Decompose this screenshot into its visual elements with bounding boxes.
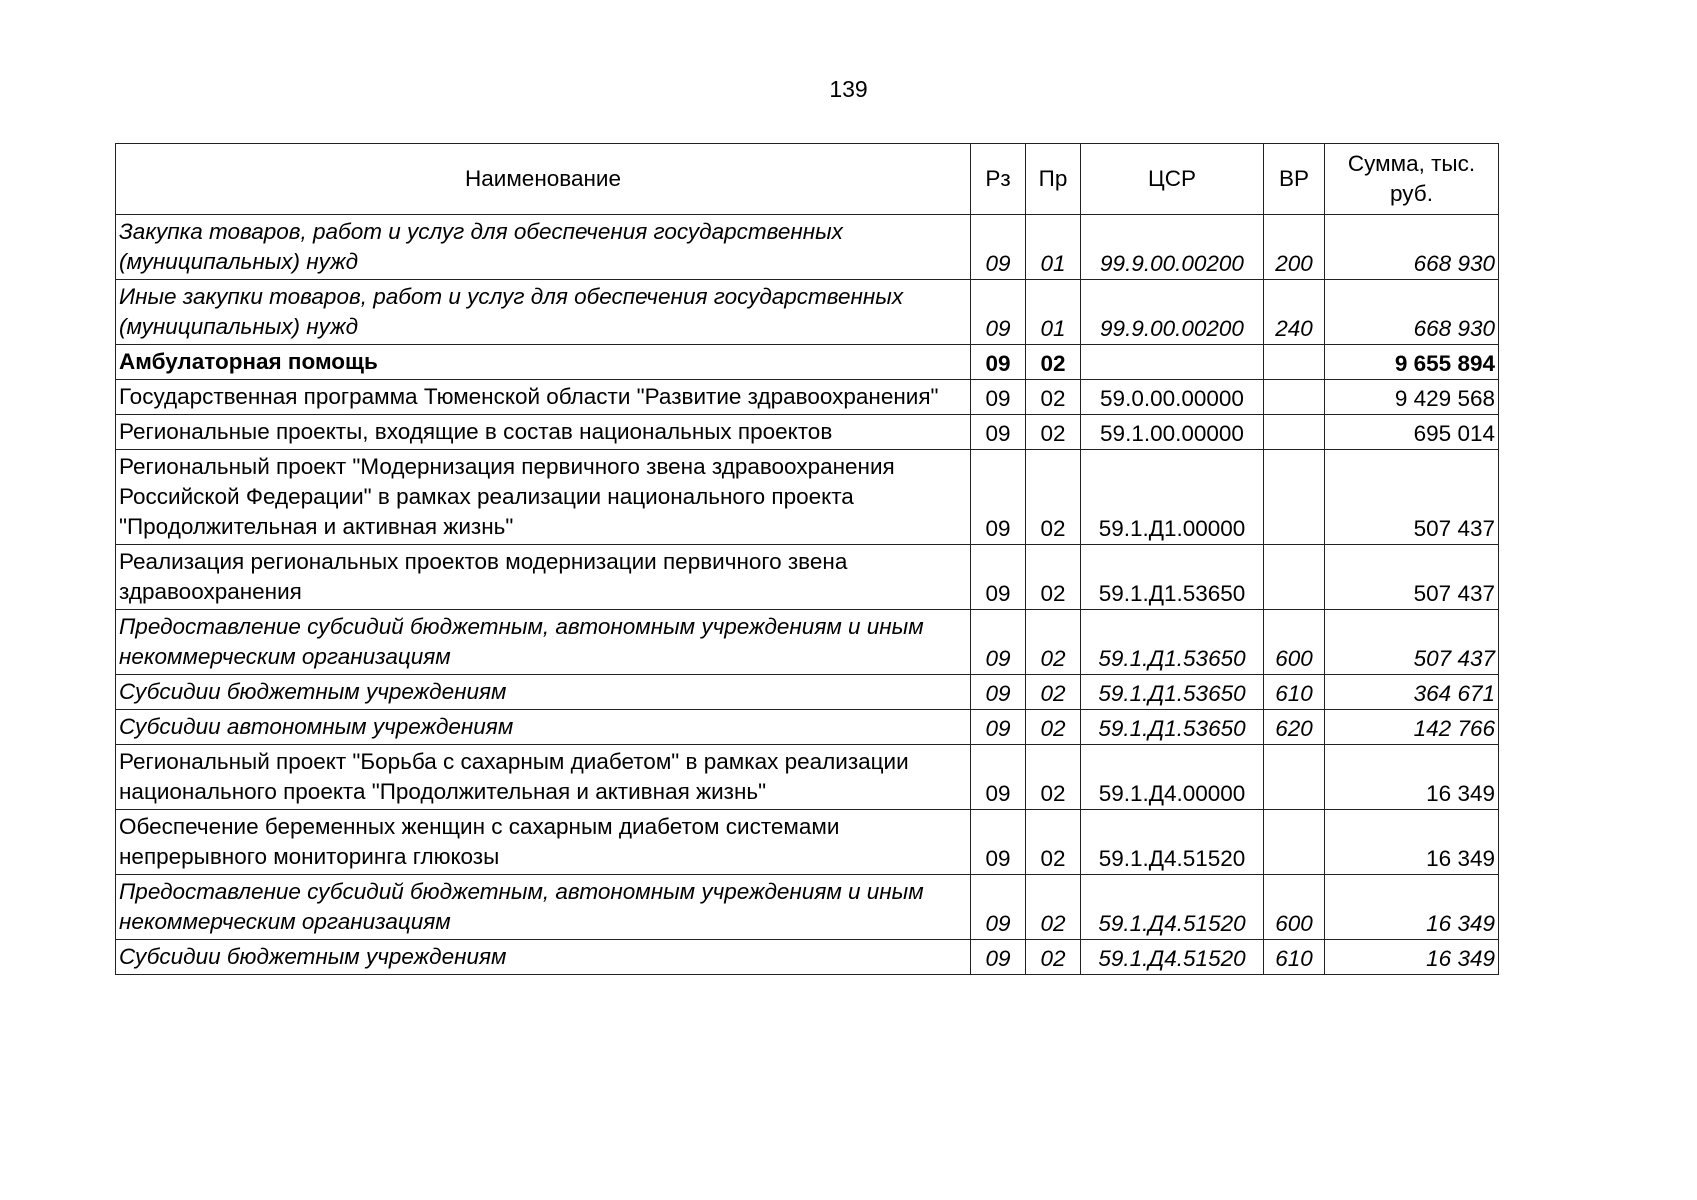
- cell-rz: 09: [971, 710, 1026, 745]
- cell-name: Региональный проект "Борьба с сахарным диабетом" в рамках реализации национального проекта "Продолжительная и активная жизнь": [116, 745, 971, 810]
- cell-sum: 507 437: [1325, 450, 1499, 545]
- table-row: [116, 280, 1499, 345]
- table-header-row: [116, 144, 1499, 215]
- table-row: [116, 450, 1499, 545]
- cell-vr: [1264, 745, 1325, 810]
- cell-rz: 09: [971, 745, 1026, 810]
- cell-name: Региональные проекты, входящие в состав национальных проектов: [116, 415, 971, 450]
- header-name: Наименование: [116, 144, 971, 215]
- cell-name: Субсидии бюджетным учреждениям: [116, 940, 971, 975]
- cell-csr: 59.1.Д1.53650: [1081, 710, 1264, 745]
- header-rz: Рз: [971, 144, 1026, 215]
- header-vr: ВР: [1264, 144, 1325, 215]
- cell-sum: 16 349: [1325, 810, 1499, 875]
- cell-pr: 02: [1026, 810, 1081, 875]
- cell-csr: 59.1.Д4.51520: [1081, 875, 1264, 940]
- cell-vr: 610: [1264, 940, 1325, 975]
- table-row: [116, 380, 1499, 415]
- cell-name: Предоставление субсидий бюджетным, автономным учреждениям и иным некоммерческим организациям: [116, 875, 971, 940]
- cell-pr: 02: [1026, 450, 1081, 545]
- cell-pr: 02: [1026, 710, 1081, 745]
- cell-rz: 09: [971, 215, 1026, 280]
- cell-csr: 59.1.Д4.51520: [1081, 810, 1264, 875]
- cell-name: Субсидии автономным учреждениям: [116, 710, 971, 745]
- cell-sum: 142 766: [1325, 710, 1499, 745]
- table-row: [116, 940, 1499, 975]
- cell-vr: 610: [1264, 675, 1325, 710]
- cell-vr: [1264, 810, 1325, 875]
- table-row: [116, 345, 1499, 380]
- cell-name: Предоставление субсидий бюджетным, автономным учреждениям и иным некоммерческим организациям: [116, 610, 971, 675]
- cell-rz: 09: [971, 875, 1026, 940]
- cell-pr: 02: [1026, 545, 1081, 610]
- cell-csr: 59.1.Д4.51520: [1081, 940, 1264, 975]
- cell-pr: 02: [1026, 875, 1081, 940]
- cell-sum: 16 349: [1325, 875, 1499, 940]
- cell-pr: 02: [1026, 415, 1081, 450]
- table-row: [116, 745, 1499, 810]
- cell-pr: 02: [1026, 380, 1081, 415]
- cell-sum: 507 437: [1325, 610, 1499, 675]
- cell-name: Закупка товаров, работ и услуг для обеспечения государственных (муниципальных) нужд: [116, 215, 971, 280]
- cell-rz: 09: [971, 610, 1026, 675]
- header-sum: Сумма, тыс. руб.: [1325, 144, 1499, 215]
- cell-vr: 620: [1264, 710, 1325, 745]
- cell-rz: 09: [971, 675, 1026, 710]
- cell-name: Государственная программа Тюменской области "Развитие здравоохранения": [116, 380, 971, 415]
- cell-pr: 02: [1026, 345, 1081, 380]
- cell-pr: 02: [1026, 745, 1081, 810]
- cell-vr: [1264, 450, 1325, 545]
- cell-sum: 9 655 894: [1325, 345, 1499, 380]
- cell-sum: 507 437: [1325, 545, 1499, 610]
- cell-vr: 600: [1264, 610, 1325, 675]
- table-row: [116, 810, 1499, 875]
- cell-rz: 09: [971, 380, 1026, 415]
- cell-csr: 59.1.Д1.53650: [1081, 545, 1264, 610]
- table-row: [116, 875, 1499, 940]
- cell-sum: 16 349: [1325, 940, 1499, 975]
- cell-rz: 09: [971, 450, 1026, 545]
- cell-rz: 09: [971, 345, 1026, 380]
- cell-sum: 9 429 568: [1325, 380, 1499, 415]
- cell-name: Амбулаторная помощь: [116, 345, 971, 380]
- table-row: [116, 545, 1499, 610]
- cell-csr: 59.1.Д1.53650: [1081, 675, 1264, 710]
- table-row: [116, 675, 1499, 710]
- cell-csr: 59.1.00.00000: [1081, 415, 1264, 450]
- cell-name: Реализация региональных проектов модернизации первичного звена здравоохранения: [116, 545, 971, 610]
- cell-sum: 364 671: [1325, 675, 1499, 710]
- cell-sum: 16 349: [1325, 745, 1499, 810]
- page-number: 139: [829, 76, 868, 102]
- cell-vr: [1264, 415, 1325, 450]
- cell-pr: 01: [1026, 280, 1081, 345]
- header-pr: Пр: [1026, 144, 1081, 215]
- cell-csr: 59.1.Д1.53650: [1081, 610, 1264, 675]
- cell-csr: 99.9.00.00200: [1081, 280, 1264, 345]
- budget-table: [115, 143, 1499, 975]
- cell-vr: [1264, 345, 1325, 380]
- cell-rz: 09: [971, 415, 1026, 450]
- cell-vr: 200: [1264, 215, 1325, 280]
- cell-vr: [1264, 380, 1325, 415]
- table-row: [116, 710, 1499, 745]
- cell-vr: 600: [1264, 875, 1325, 940]
- table-row: [116, 415, 1499, 450]
- cell-name: Обеспечение беременных женщин с сахарным диабетом системами непрерывного мониторинга глюкозы: [116, 810, 971, 875]
- cell-name: Субсидии бюджетным учреждениям: [116, 675, 971, 710]
- cell-pr: 02: [1026, 675, 1081, 710]
- cell-rz: 09: [971, 810, 1026, 875]
- cell-vr: [1264, 545, 1325, 610]
- table-row: [116, 215, 1499, 280]
- cell-rz: 09: [971, 940, 1026, 975]
- cell-sum: 668 930: [1325, 280, 1499, 345]
- cell-pr: 01: [1026, 215, 1081, 280]
- cell-name: Иные закупки товаров, работ и услуг для обеспечения государственных (муниципальных) нужд: [116, 280, 971, 345]
- cell-csr: 99.9.00.00200: [1081, 215, 1264, 280]
- cell-csr: 59.1.Д4.00000: [1081, 745, 1264, 810]
- cell-name: Региональный проект "Модернизация первичного звена здравоохранения Российской Федерации" в рамках реализации национального проекта "Продолжительная и активная жизнь": [116, 450, 971, 545]
- cell-pr: 02: [1026, 610, 1081, 675]
- cell-csr: [1081, 345, 1264, 380]
- header-csr: ЦСР: [1081, 144, 1264, 215]
- cell-rz: 09: [971, 545, 1026, 610]
- cell-pr: 02: [1026, 940, 1081, 975]
- cell-rz: 09: [971, 280, 1026, 345]
- table-row: [116, 610, 1499, 675]
- cell-sum: 668 930: [1325, 215, 1499, 280]
- table-body: [116, 215, 1499, 975]
- cell-vr: 240: [1264, 280, 1325, 345]
- cell-sum: 695 014: [1325, 415, 1499, 450]
- cell-csr: 59.0.00.00000: [1081, 380, 1264, 415]
- cell-csr: 59.1.Д1.00000: [1081, 450, 1264, 545]
